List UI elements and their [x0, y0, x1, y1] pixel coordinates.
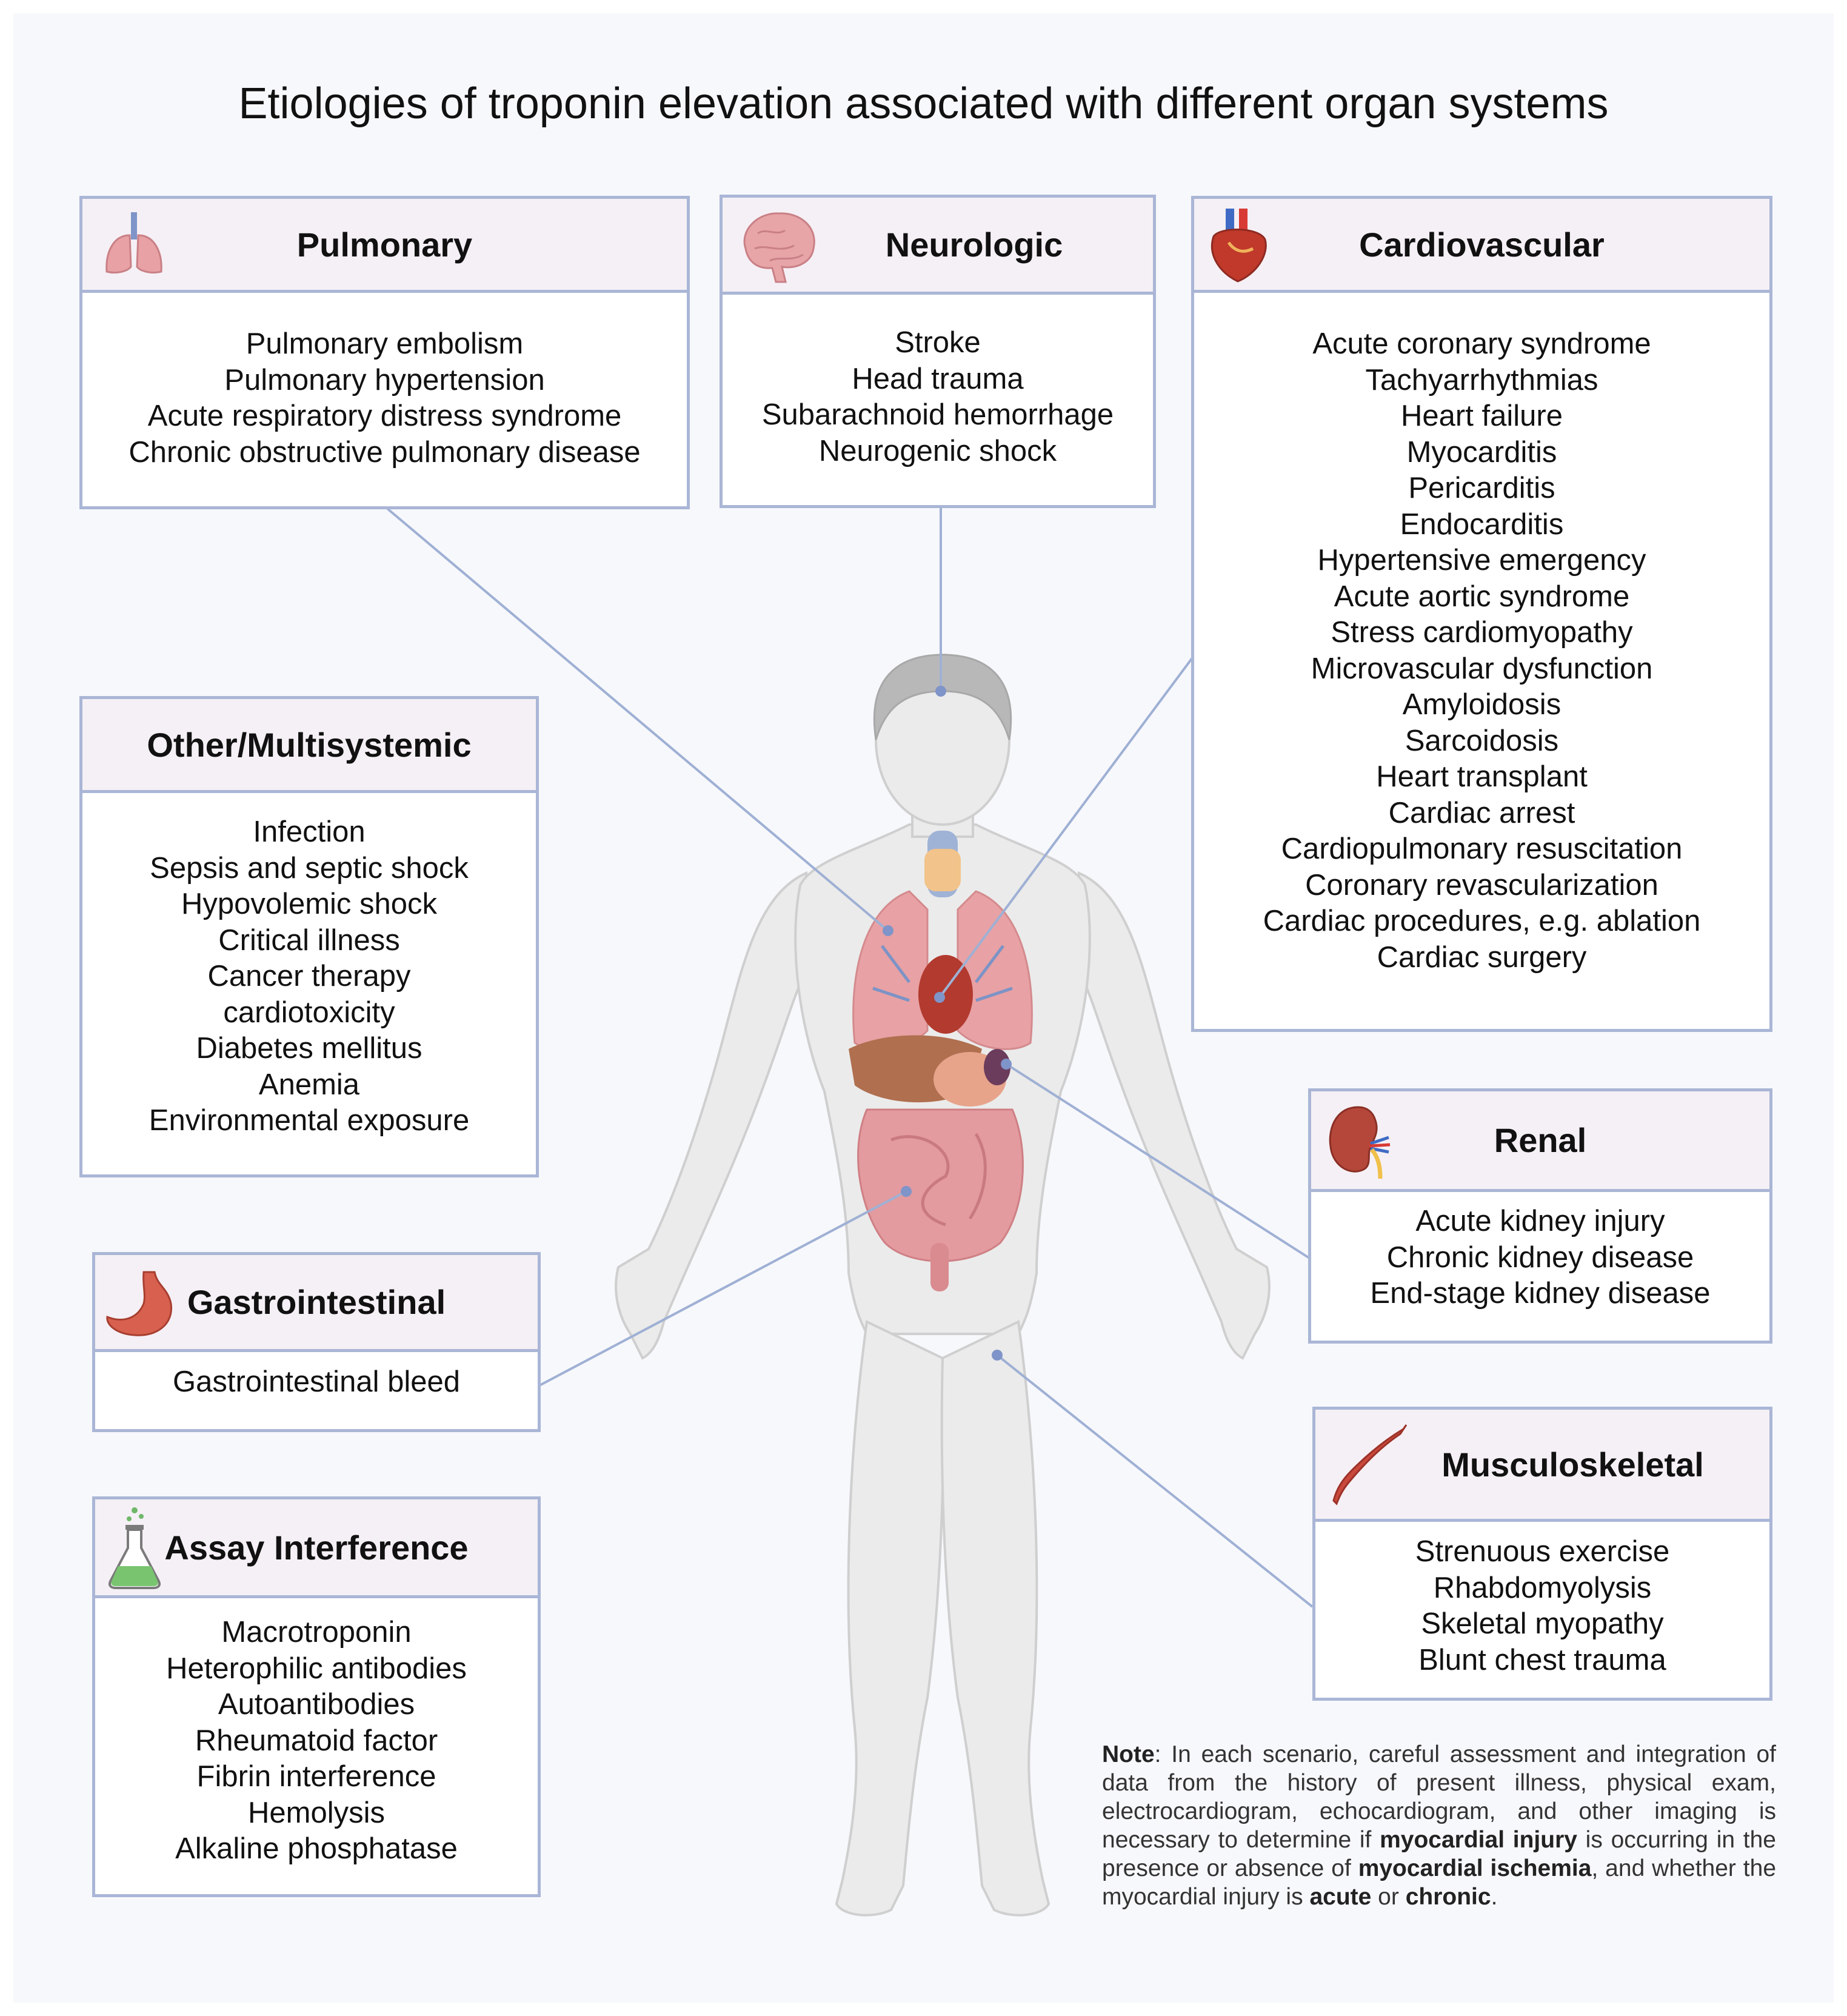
panel-cardiovascular [1191, 196, 1772, 1032]
panel-gastrointestinal [92, 1252, 541, 1432]
list-item: Endocarditis [1400, 507, 1564, 541]
panel-renal [1308, 1088, 1772, 1344]
panel-pulmonary-header [82, 199, 687, 293]
list-item: Skeletal myopathy [1421, 1607, 1664, 1640]
panel-other-list [82, 814, 536, 1139]
list-item: Cardiac procedures, e.g. ablation [1263, 905, 1701, 937]
panel-other-multisystemic [79, 696, 539, 1177]
panel-neurologic-header [723, 198, 1153, 295]
list-item: Diabetes mellitus [196, 1032, 423, 1065]
connector-musculoskeletal [997, 1355, 1312, 1607]
list-item: Cancer therapy [207, 960, 411, 993]
panel-renal-title: Renal [1494, 1121, 1587, 1159]
panel-pulmonary-title: Pulmonary [296, 225, 473, 264]
note-text: , and whether the myocardial injury is [1102, 1855, 1777, 1910]
figure-title: Etiologies of troponin elevation associated with different organ systems [238, 79, 1609, 128]
list-item: Neurogenic shock [818, 434, 1057, 467]
list-item: Rheumatoid factor [195, 1724, 438, 1757]
list-item: Chronic kidney disease [1386, 1241, 1694, 1274]
panel-neurologic-title: Neurologic [885, 226, 1063, 264]
list-item: Tachyarrhythmias [1365, 363, 1598, 397]
note-paragraph [1102, 1740, 1776, 1911]
list-item: End-stage kidney disease [1370, 1277, 1711, 1310]
list-item: Pulmonary hypertension [224, 363, 545, 397]
list-item: Heart failure [1401, 400, 1563, 432]
list-item: Pericarditis [1408, 472, 1555, 504]
list-item: Amyloidosis [1402, 688, 1561, 721]
list-item: Autoantibodies [218, 1688, 415, 1721]
list-item: Macrotroponin [221, 1616, 412, 1649]
panel-assay-header [95, 1499, 538, 1598]
list-item: Acute aortic syndrome [1334, 580, 1630, 613]
panel-neurologic-list [723, 325, 1153, 469]
note-text: . [1491, 1884, 1498, 1910]
list-item: Pulmonary embolism [245, 327, 524, 360]
list-item: Chronic obstructive pulmonary disease [129, 435, 641, 469]
note-emphasis: chronic [1405, 1884, 1491, 1910]
note-emphasis: acute [1309, 1884, 1372, 1910]
list-item: Head trauma [852, 362, 1024, 395]
list-item: cardiotoxicity [223, 996, 395, 1029]
list-item: Alkaline phosphatase [175, 1832, 458, 1865]
list-item: Environmental exposure [149, 1104, 470, 1137]
note-text: or [1371, 1884, 1406, 1910]
list-item: Strenuous exercise [1415, 1535, 1670, 1568]
list-item: Cardiac arrest [1388, 796, 1575, 829]
list-item: Acute coronary syndrome [1312, 327, 1651, 360]
panel-cardiovascular-list [1194, 326, 1769, 976]
panel-gastrointestinal-header [95, 1255, 538, 1352]
list-item: Gastrointestinal bleed [173, 1365, 460, 1398]
note-emphasis: myocardial ischemia [1358, 1855, 1592, 1881]
list-item: Anemia [258, 1068, 360, 1101]
list-item: Sarcoidosis [1404, 724, 1559, 757]
list-item: Heart transplant [1376, 760, 1588, 793]
panel-other-title: Other/Multisystemic [147, 725, 472, 764]
panel-neurologic [720, 195, 1156, 508]
list-item: Cardiopulmonary resuscitation [1281, 832, 1683, 865]
panel-other-header [82, 699, 536, 793]
panel-musculoskeletal-title: Musculoskeletal [1441, 1445, 1704, 1484]
panel-cardiovascular-header [1194, 199, 1769, 293]
list-item: Fibrin interference [196, 1760, 436, 1793]
list-item: Cardiac surgery [1377, 940, 1587, 974]
panel-gastrointestinal-list [95, 1364, 538, 1401]
list-item: Hemolysis [248, 1796, 385, 1829]
list-item: Stress cardiomyopathy [1331, 616, 1633, 649]
list-item: Coronary revascularization [1305, 868, 1658, 902]
panel-musculoskeletal [1312, 1407, 1772, 1701]
panel-cardiovascular-title: Cardiovascular [1359, 225, 1605, 264]
panel-musculoskeletal-list [1315, 1534, 1769, 1678]
list-item: Subarachnoid hemorrhage [761, 398, 1114, 431]
list-item: Myocarditis [1406, 435, 1557, 469]
note-text: is occurring in the presence or absence of [1102, 1827, 1776, 1881]
list-item: Microvascular dysfunction [1311, 652, 1653, 685]
panel-pulmonary-list [82, 326, 687, 471]
panel-pulmonary [79, 196, 690, 509]
list-item: Critical illness [218, 923, 400, 957]
list-item: Hypovolemic shock [181, 888, 438, 920]
panel-assay-interference [92, 1496, 541, 1897]
note-emphasis: myocardial injury [1380, 1827, 1577, 1853]
list-item: Sepsis and septic shock [150, 851, 469, 885]
panel-assay-title: Assay Interference [164, 1528, 469, 1567]
panel-musculoskeletal-header [1315, 1410, 1769, 1522]
panel-assay-list [95, 1615, 538, 1867]
note-text: : In each scenario, careful assessment and integration of data from the history of present illness, physical exam, electrocardiogram, echocardiogram, and other imaging is necessary to determine if [1102, 1741, 1776, 1853]
panel-renal-list [1311, 1204, 1769, 1312]
list-item: Acute kidney injury [1415, 1205, 1665, 1237]
panel-gastrointestinal-title: Gastrointestinal [187, 1283, 446, 1321]
list-item: Hypertensive emergency [1317, 544, 1646, 577]
list-item: Heterophilic antibodies [166, 1652, 467, 1685]
list-item: Blunt chest trauma [1418, 1643, 1666, 1676]
panel-renal-header [1311, 1091, 1769, 1192]
note-label: Note [1102, 1741, 1155, 1767]
list-item: Stroke [895, 326, 981, 359]
list-item: Acute respiratory distress syndrome [147, 400, 622, 432]
list-item: Rhabdomyolysis [1433, 1571, 1652, 1604]
list-item: Infection [253, 815, 366, 848]
